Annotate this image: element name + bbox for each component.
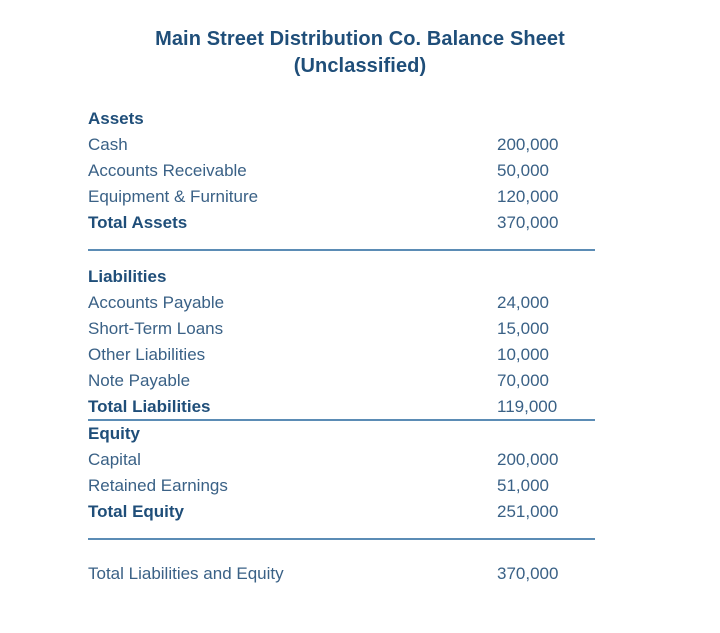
table-row [88,132,595,158]
row-label-note-payable: Note Payable [88,371,191,390]
table-row-total-equity [88,499,595,525]
row-label-cash: Cash [88,135,128,154]
section-heading-equity [88,421,595,447]
row-label-accounts-receivable: Accounts Receivable [88,161,247,180]
table-row [88,316,595,342]
table-row [88,184,595,210]
row-value-total-assets: 370,000 [497,213,559,232]
table-row-total-liabilities [88,394,595,420]
row-label-total-liabilities: Total Liabilities [88,397,211,416]
title-line-1: Main Street Distribution Co. Balance Sheet [155,28,565,50]
row-label-equipment-furniture: Equipment & Furniture [88,187,259,206]
divider-after-equity [88,538,595,540]
row-value-other-liabilities: 10,000 [497,345,549,364]
table-row [88,158,595,184]
row-value-total-liabilities-and-equity: 370,000 [497,564,559,583]
table-row-total-assets [88,210,595,236]
row-value-accounts-payable: 24,000 [497,293,549,312]
row-label-accounts-payable: Accounts Payable [88,293,225,312]
row-value-capital: 200,000 [497,450,559,469]
row-label-total-liabilities-and-equity: Total Liabilities and Equity [88,564,284,583]
statement-body [0,106,720,587]
row-value-cash: 200,000 [497,135,559,154]
divider-after-assets [88,249,595,251]
section-heading-assets [88,106,595,132]
row-label-capital: Capital [88,450,141,469]
table-row [88,473,595,499]
spacer [88,553,595,561]
row-value-total-equity: 251,000 [497,502,559,521]
table-row [88,290,595,316]
table-row-grand-total [88,561,595,587]
row-value-note-payable: 70,000 [497,371,549,390]
section-heading-assets-label: Assets [88,109,144,128]
table-row [88,368,595,394]
document-title [0,0,720,80]
row-label-total-equity: Total Equity [88,502,185,521]
row-value-short-term-loans: 15,000 [497,319,549,338]
title-line-2: (Unclassified) [293,55,427,77]
row-value-retained-earnings: 51,000 [497,476,549,495]
row-value-accounts-receivable: 50,000 [497,161,549,180]
section-heading-liabilities-label: Liabilities [88,267,167,286]
table-row [88,342,595,368]
row-value-total-liabilities: 119,000 [497,397,558,416]
section-heading-liabilities [88,264,595,290]
table-row [88,447,595,473]
row-label-retained-earnings: Retained Earnings [88,476,228,495]
row-label-total-assets: Total Assets [88,213,188,232]
section-heading-equity-label: Equity [88,424,140,443]
row-label-other-liabilities: Other Liabilities [88,345,206,364]
row-label-short-term-loans: Short-Term Loans [88,319,224,338]
row-value-equipment-furniture: 120,000 [497,187,559,206]
